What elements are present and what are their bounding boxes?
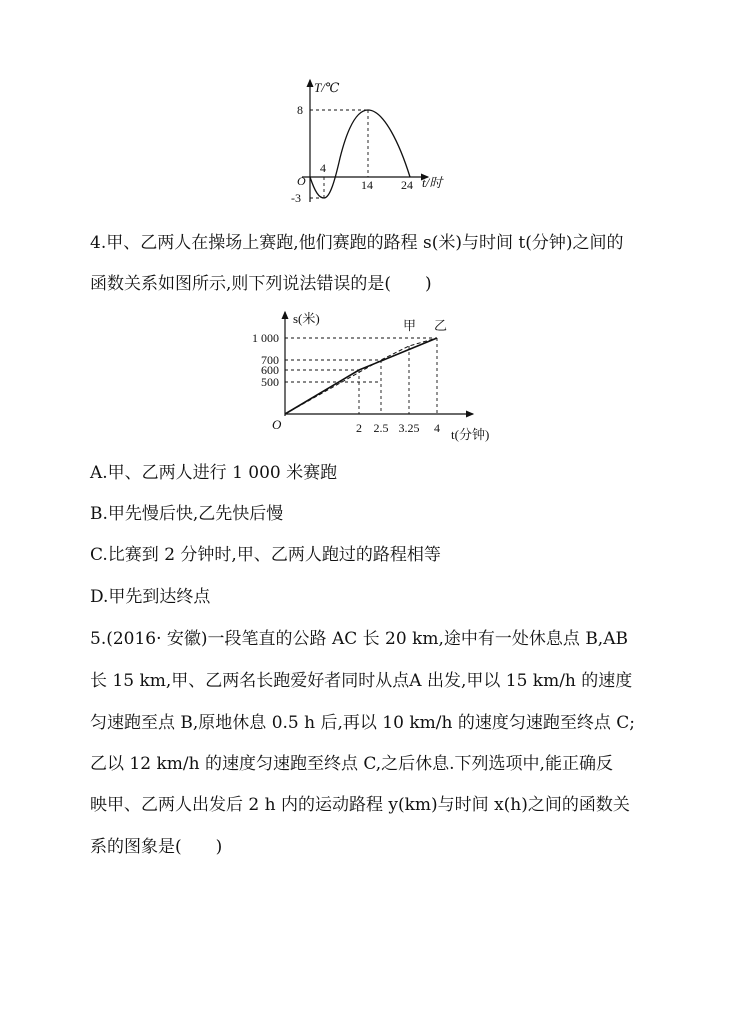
question-5-line-1: 5.(2016· 安徽)一段笔直的公路 AC 长 20 km,途中有一处休息点 B,AB	[90, 629, 628, 649]
question-4-line-2: 函数关系如图所示,则下列说法错误的是( )	[90, 274, 432, 294]
question-5-line-2: 长 15 km,甲、乙两名长跑爱好者同时从点A 出发,甲以 15 km/h 的速度	[90, 671, 633, 691]
x-tick-label: 4	[434, 421, 440, 435]
y-tick-label: 600	[261, 363, 279, 377]
temperature-graph	[280, 70, 460, 215]
x-axis-label: t/时	[422, 175, 443, 190]
series-label-jia: 甲	[403, 318, 417, 333]
question-5-line-6: 系的图象是( )	[90, 837, 223, 857]
option-b[interactable]: B.甲先慢后快,乙先快后慢	[90, 504, 284, 524]
option-c[interactable]: C.比赛到 2 分钟时,甲、乙两人跑过的路程相等	[90, 545, 441, 565]
y-tick-label: 1 000	[252, 331, 279, 345]
x-tick-24: 24	[401, 178, 413, 192]
question-4-line-1: 4.甲、乙两人在操场上赛跑,他们赛跑的路程 s(米)与时间 t(分钟)之间的	[90, 233, 624, 253]
x-tick-4: 4	[320, 161, 326, 175]
option-a[interactable]: A.甲、乙两人进行 1 000 米赛跑	[90, 463, 338, 483]
y-tick-label: 700	[261, 353, 279, 367]
series-line-yi	[285, 338, 437, 414]
question-5-line-3: 匀速跑至点 B,原地休息 0.5 h 后,再以 10 km/h 的速度匀速跑至终点 C;	[90, 713, 635, 733]
y-tick-8: 8	[297, 103, 303, 117]
origin-label: O	[272, 417, 282, 432]
x-tick-label: 2.5	[373, 421, 389, 435]
x-axis-label: t(分钟)	[451, 427, 490, 442]
question-5-line-5: 映甲、乙两人出发后 2 h 内的运动路程 y(km)与时间 x(h)之间的函数关	[90, 795, 630, 815]
question-5-line-4: 乙以 12 km/h 的速度匀速跑至终点 C,之后休息.下列选项中,能正确反	[90, 754, 613, 774]
x-tick-label: 3.25	[398, 421, 420, 435]
y-axis-label: T/℃	[314, 80, 340, 95]
y-tick-label: 500	[261, 375, 279, 389]
temperature-curve	[310, 110, 410, 198]
race-distance-chart	[235, 308, 515, 448]
y-axis-label: s(米)	[293, 311, 320, 326]
x-tick-14: 14	[361, 178, 373, 192]
x-tick-label: 2	[356, 421, 362, 435]
series-label-yi: 乙	[434, 318, 448, 333]
y-tick-minus3: -3	[291, 191, 301, 205]
series-line-jia	[285, 338, 437, 414]
origin-label: O	[297, 174, 306, 188]
option-d[interactable]: D.甲先到达终点	[90, 587, 211, 607]
